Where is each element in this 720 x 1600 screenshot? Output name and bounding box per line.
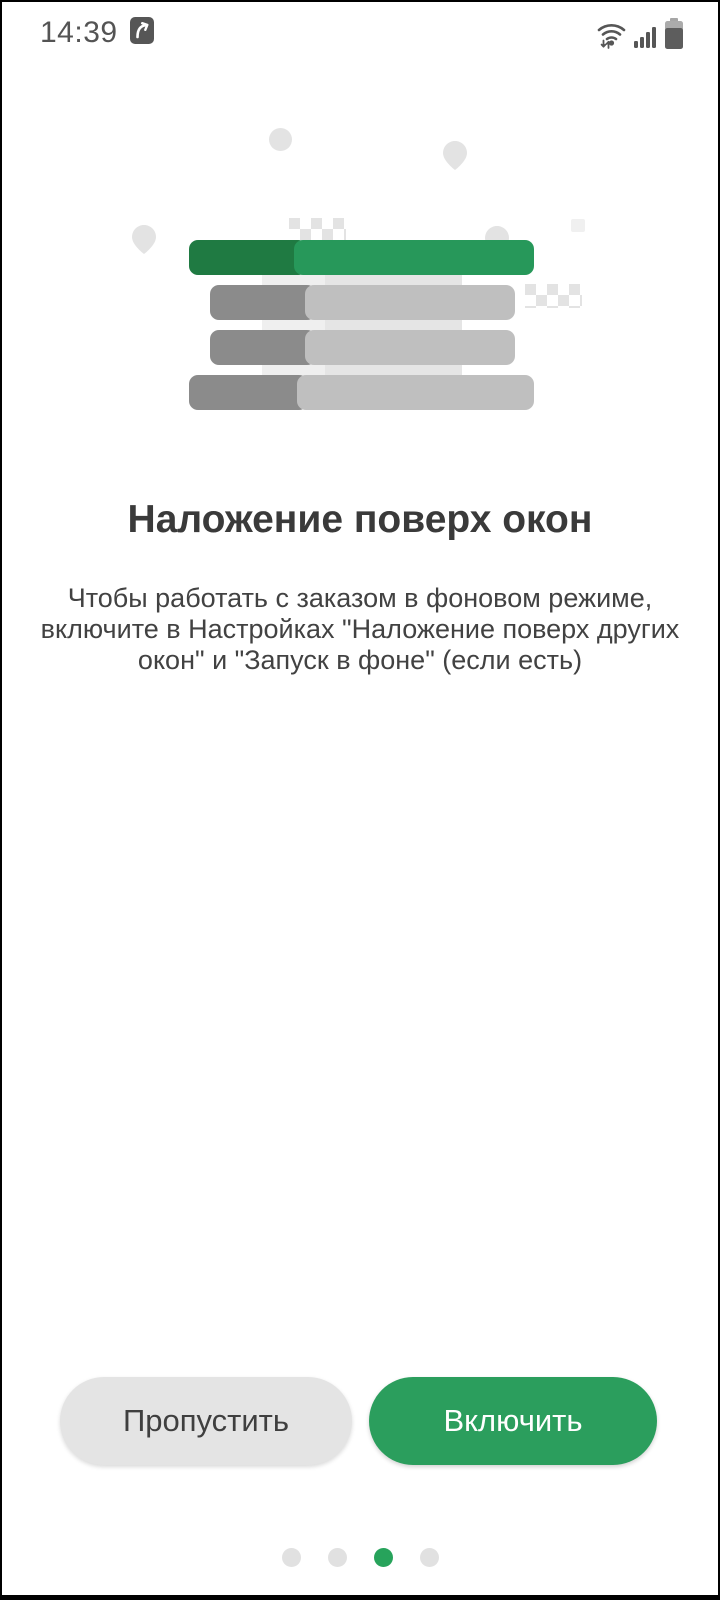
stack-connector <box>262 252 325 402</box>
page-dot <box>420 1548 439 1567</box>
call-forward-notification-icon <box>130 17 154 49</box>
screen <box>2 2 718 1595</box>
signal-strength-icon <box>634 21 657 49</box>
description-line: Чтобы работать с заказом в фоновом режиме, <box>67 583 653 613</box>
page-indicator <box>2 1548 718 1567</box>
description-line: окон" и "Запуск в фоне" (если есть) <box>137 645 583 675</box>
wifi-icon <box>596 21 627 49</box>
page-description <box>2 583 718 676</box>
clock: 14:39 <box>40 16 118 49</box>
taxi-checker-icon <box>525 284 582 308</box>
map-pin-icon <box>443 141 467 175</box>
page-dot-active <box>374 1548 393 1567</box>
dot-decor-icon <box>571 219 585 232</box>
progress-bar-gray-dark <box>189 375 308 410</box>
description-line: включите в Настройках "Наложение поверх других <box>40 614 680 644</box>
map-pin-icon <box>132 225 156 259</box>
progress-bar-green-light <box>294 240 534 275</box>
taxi-checker-icon <box>289 218 346 240</box>
progress-bar-gray-light <box>297 375 534 410</box>
dot-decor-icon <box>269 128 292 151</box>
progress-bar-gray-light <box>305 285 515 320</box>
skip-button[interactable]: Пропустить <box>60 1377 352 1465</box>
battery-icon <box>664 18 684 49</box>
page-dot <box>282 1548 301 1567</box>
page-title: Наложение поверх окон <box>127 498 593 541</box>
progress-bar-green-dark <box>189 240 307 275</box>
stack-connector <box>325 252 462 402</box>
enable-button[interactable]: Включить <box>369 1377 657 1465</box>
status-bar <box>2 2 718 58</box>
overlay-windows-illustration <box>2 2 718 1595</box>
map-pin-icon <box>485 226 509 260</box>
page-dot <box>328 1548 347 1567</box>
progress-bar-gray-light <box>305 330 515 365</box>
progress-bar-gray-dark <box>210 285 316 320</box>
progress-bar-gray-dark <box>210 330 316 365</box>
